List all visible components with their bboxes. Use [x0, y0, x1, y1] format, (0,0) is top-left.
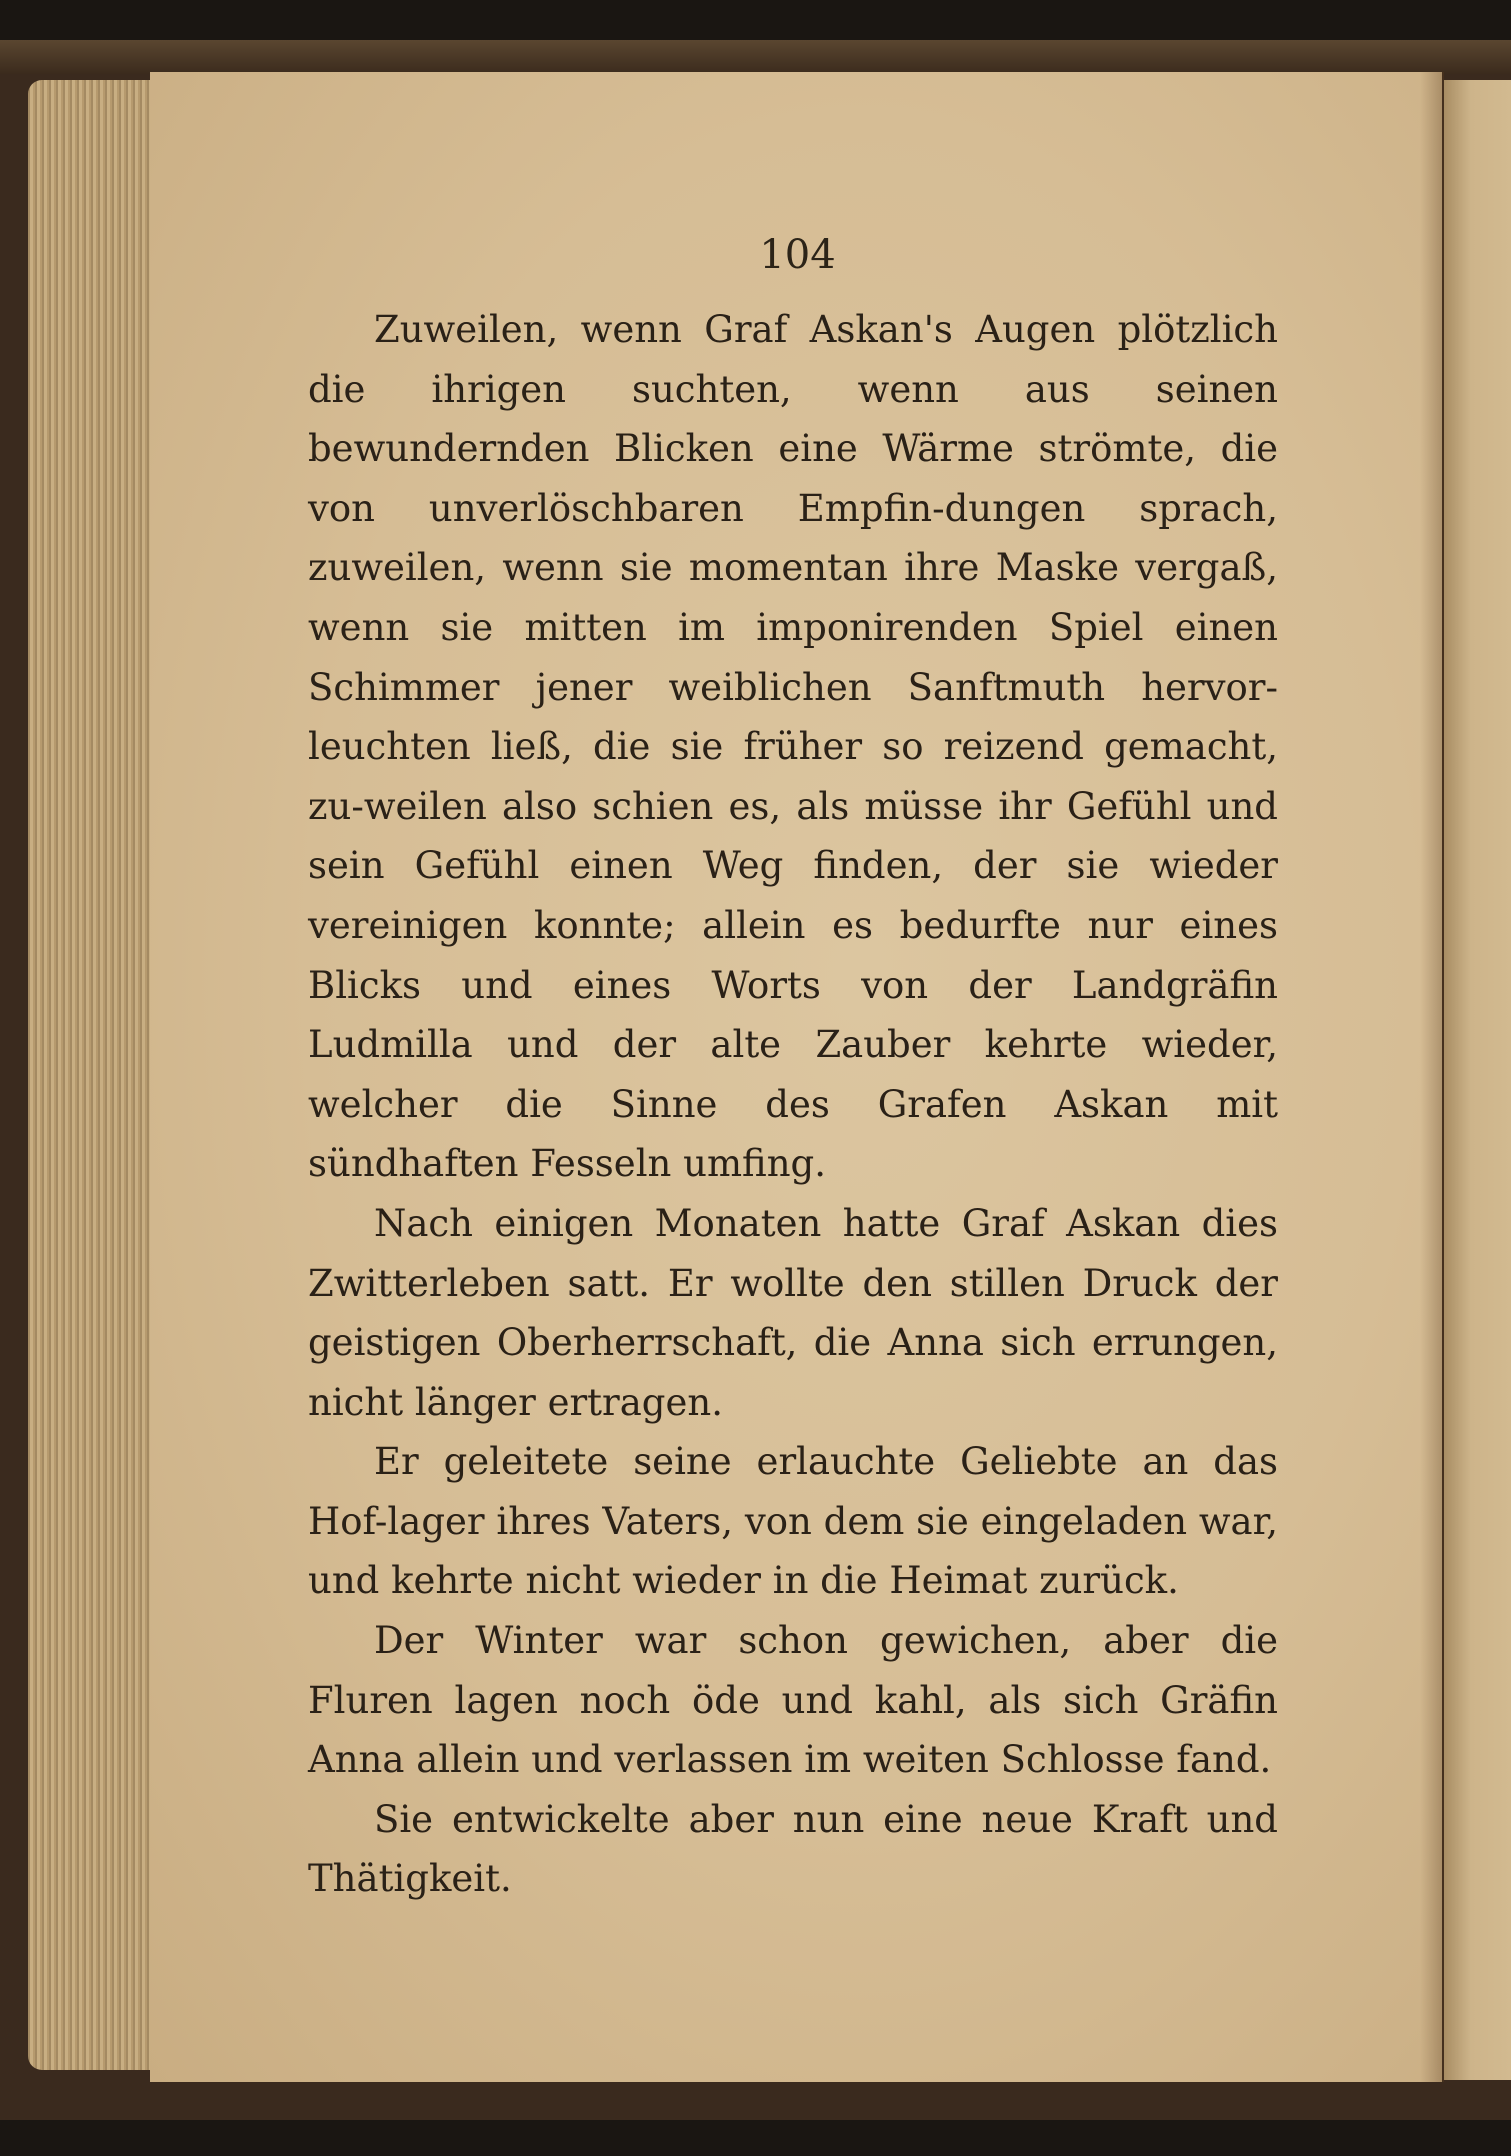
- paragraph: Sie entwickelte aber nun eine neue Kraft und Thätigkeit.: [308, 1797, 1278, 1901]
- page-number: 104: [759, 232, 836, 278]
- paragraph: Der Winter war schon gewichen, aber die Fluren lagen noch öde und kahl, als sich Gräfin Anna allein und verlassen im weiten Schlosse fand.: [308, 1619, 1278, 1782]
- body-text: [308, 300, 1278, 1909]
- cover-edge: [0, 40, 1511, 74]
- paragraph: Nach einigen Monaten hatte Graf Askan dies Zwitterleben satt. Er wollte den stillen Druck der geistigen Oberherrschaft, die Anna sich errungen, nicht länger ertragen.: [308, 1201, 1278, 1424]
- paragraph: Zuweilen, wenn Graf Askan's Augen plötzlich die ihrigen suchten, wenn aus seinen bewundernden Blicken eine Wärme strömte, die von unverlöschbaren Empfin-dungen sprach, zuweilen, wenn sie momentan ihre Maske vergaß, wenn sie mitten im imponirenden Spiel einen Schimmer jener weiblichen Sanftmuth hervor-leuchten ließ, die sie früher so reizend gemacht, zu-weilen also schien es, als müsse ihr Gefühl und sein Gefühl einen Weg finden, der sie wieder vereinigen konnte; allein es bedurfte nur eines Blicks und eines Worts von der Landgräfin Ludmilla und der alte Zauber kehrte wieder, welcher die Sinne des Grafen Askan mit sündhaften Fesseln umfing.: [308, 308, 1278, 1186]
- page-gutter: [1420, 72, 1444, 2082]
- paragraph: Er geleitete seine erlauchte Geliebte an das Hof-lager ihres Vaters, von dem sie eingeladen war, und kehrte nicht wieder in die Heimat zurück.: [308, 1440, 1278, 1603]
- facing-page-edge: [1444, 80, 1511, 2080]
